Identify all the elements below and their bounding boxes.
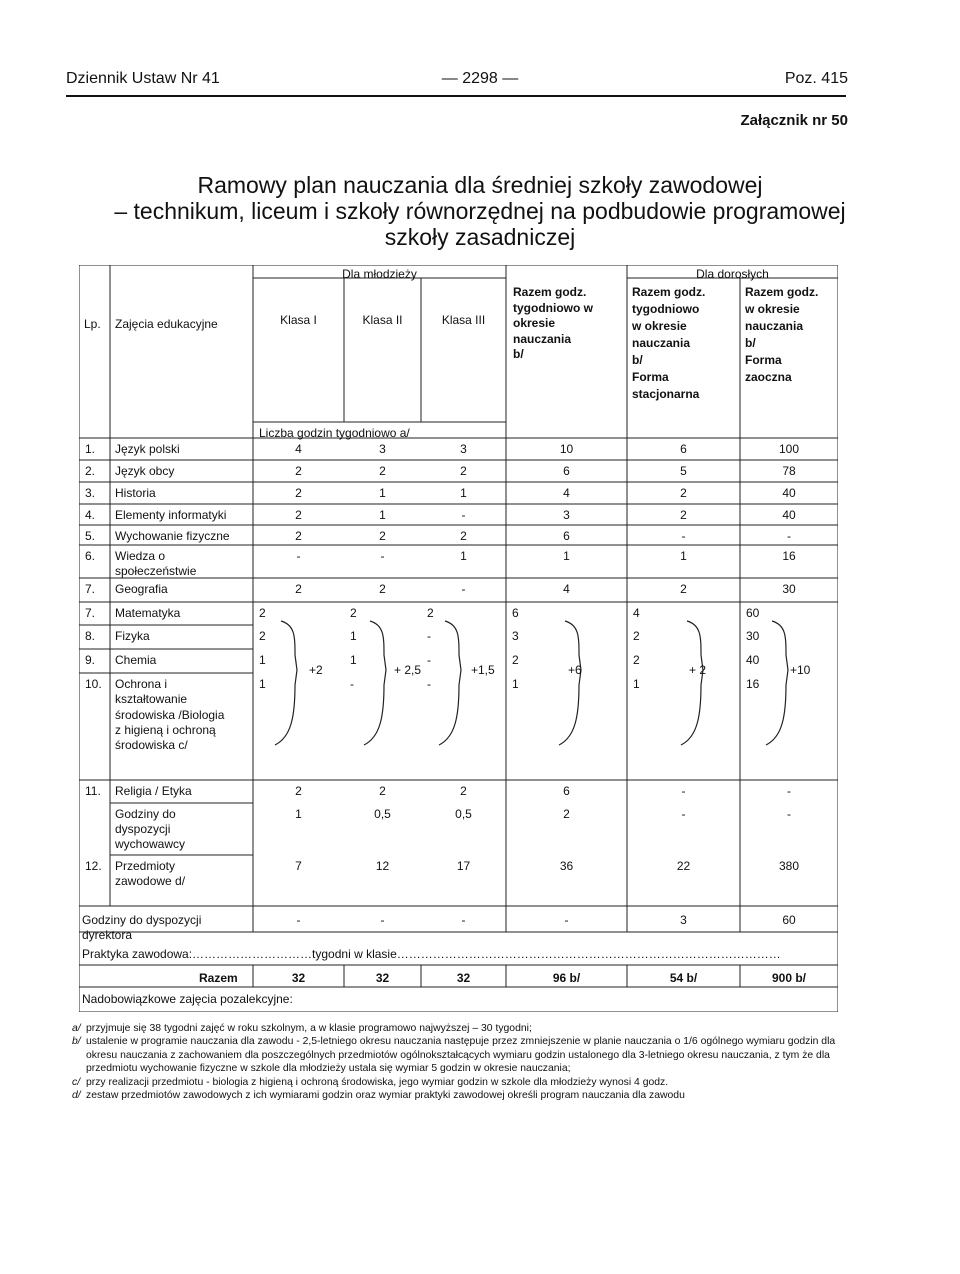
cell-value: 2 bbox=[295, 582, 302, 596]
header-rule bbox=[66, 95, 846, 97]
row-number: 6. bbox=[85, 549, 96, 563]
journal-name: Dziennik Ustaw Nr 41 bbox=[66, 70, 220, 87]
subject-name: środowiska c/ bbox=[115, 738, 188, 753]
cell-value: - bbox=[681, 529, 686, 543]
group-brace bbox=[766, 621, 788, 745]
footnotes bbox=[72, 1022, 852, 1102]
curriculum-table bbox=[79, 265, 838, 1012]
cell-value: 1 bbox=[680, 549, 687, 563]
cell-value: - bbox=[461, 582, 466, 596]
page-number: — 2298 — bbox=[441, 70, 519, 87]
cell-value: 6 bbox=[563, 464, 570, 478]
header-razem-zaoczna: w okresie bbox=[745, 302, 800, 316]
cell-value: 1 bbox=[512, 677, 519, 691]
cell-value: 2 bbox=[379, 582, 386, 596]
footnote bbox=[72, 1089, 852, 1102]
cell-value: 1 bbox=[350, 653, 357, 667]
cell-value: 30 bbox=[746, 629, 760, 643]
cell-value: 5 bbox=[680, 464, 687, 478]
cell-value: - bbox=[380, 913, 385, 927]
document-title bbox=[60, 172, 900, 250]
footnote-text: zestaw przedmiotów zawodowych z ich wymiarami godzin oraz wymiar praktyki zawodowej określi program nauczania dla zawodu bbox=[86, 1090, 685, 1102]
cell-value: 10 bbox=[559, 442, 574, 456]
row-number: 2. bbox=[85, 464, 96, 478]
cell-value: 78 bbox=[782, 464, 796, 478]
row-number: 4. bbox=[85, 508, 96, 522]
header-subject: Zajęcia edukacyjne bbox=[115, 317, 218, 331]
cell-value: 100 bbox=[778, 442, 800, 456]
total-label: Razem bbox=[199, 971, 238, 985]
title-line-2: – technikum, liceum i szkoły równorzędnej na podbudowie programowej bbox=[114, 198, 846, 224]
subject-name: Ochrona i bbox=[115, 677, 168, 691]
header-razem-stacjonarna: Razem godz. bbox=[632, 285, 706, 299]
group-bonus-hours: +2 bbox=[309, 663, 323, 677]
footnote-key: b/ bbox=[72, 1036, 81, 1048]
cell-value: 16 bbox=[746, 677, 760, 691]
header-klasa-2: Klasa II bbox=[362, 313, 403, 327]
cell-value: 2 bbox=[350, 606, 357, 620]
cell-value: 3 bbox=[512, 629, 519, 643]
cell-value: 7 bbox=[295, 859, 302, 873]
director-hours-label: Godziny do dyspozycji bbox=[82, 913, 202, 927]
header-razem-stacjonarna: nauczania bbox=[632, 336, 691, 350]
cell-value: 2 bbox=[460, 529, 467, 543]
annex-label: Załącznik nr 50 bbox=[740, 112, 848, 129]
header-klasa-3: Klasa III bbox=[441, 313, 486, 327]
group-brace bbox=[681, 621, 703, 745]
cell-value: 2 bbox=[295, 784, 302, 798]
cell-value: 2 bbox=[295, 508, 302, 522]
cell-value: 1 bbox=[259, 653, 266, 667]
cell-value: 6 bbox=[680, 442, 687, 456]
footnote bbox=[72, 1076, 852, 1089]
subject-name: zawodowe d/ bbox=[115, 874, 186, 888]
cell-value: - bbox=[461, 508, 466, 522]
row-number: 12. bbox=[85, 859, 102, 873]
footnote bbox=[72, 1022, 852, 1035]
group-brace bbox=[275, 621, 297, 745]
cell-value: 0,5 bbox=[374, 807, 391, 821]
header-lp: Lp. bbox=[84, 317, 101, 331]
footnote-key: c/ bbox=[72, 1076, 81, 1088]
row-number: 10. bbox=[85, 677, 102, 691]
row-number: 5. bbox=[85, 529, 96, 543]
position-number: Poz. 415 bbox=[784, 70, 848, 87]
cell-value: 2 bbox=[259, 606, 266, 620]
title-line-3: szkoły zasadniczej bbox=[384, 224, 576, 250]
cell-value: 17 bbox=[456, 859, 471, 873]
cell-value: - bbox=[427, 629, 431, 643]
cell-value: 1 bbox=[295, 807, 302, 821]
cell-value: - bbox=[296, 549, 301, 563]
footnote-text: przy realizacji przedmiotu - biologia z higieną i ochroną środowiska, jego wymiar godzin w szkole dla młodzieży wynosi 4 godz. bbox=[86, 1076, 669, 1088]
group-brace bbox=[559, 621, 581, 745]
subject-name: Wiedza o bbox=[115, 549, 166, 563]
cell-value: 1 bbox=[460, 549, 467, 563]
director-hours-label: dyrektora bbox=[82, 928, 133, 942]
cell-value: 60 bbox=[746, 606, 760, 620]
cell-value: - bbox=[380, 549, 385, 563]
cell-value: 2 bbox=[563, 807, 570, 821]
table-grid bbox=[79, 265, 838, 1012]
cell-value: 1 bbox=[379, 486, 386, 500]
cell-value: 1 bbox=[350, 629, 357, 643]
extracurricular-label: Nadobowiązkowe zajęcia pozalekcyjne: bbox=[82, 992, 293, 1006]
cell-value: 2 bbox=[295, 464, 302, 478]
footnote-key: d/ bbox=[72, 1090, 81, 1102]
group-bonus-hours: +1,5 bbox=[471, 663, 495, 677]
subject-name: Chemia bbox=[115, 653, 157, 667]
header-razem-stacjonarna: w okresie bbox=[632, 319, 687, 333]
cell-value: 1 bbox=[460, 486, 467, 500]
cell-value: 60 bbox=[782, 913, 796, 927]
cell-value: 4 bbox=[295, 442, 302, 456]
subject-name: Geografia bbox=[115, 582, 168, 596]
group-bonus-hours: +6 bbox=[568, 663, 582, 677]
cell-value: 2 bbox=[259, 629, 266, 643]
total-value: 900 b/ bbox=[771, 971, 807, 985]
cell-value: 0,5 bbox=[455, 807, 472, 821]
subject-name: Język obcy bbox=[115, 464, 175, 478]
cell-value: - bbox=[787, 784, 791, 798]
header-razem-youth: okresie bbox=[513, 316, 556, 330]
cell-value: 40 bbox=[782, 486, 796, 500]
cell-value: 16 bbox=[782, 549, 796, 563]
header-weekly-hours: Liczba godzin tygodniowo a/ bbox=[259, 426, 410, 440]
cell-value: 2 bbox=[379, 784, 386, 798]
header-razem-stacjonarna: Forma bbox=[632, 370, 669, 384]
cell-value: 1 bbox=[379, 508, 386, 522]
subject-name: Religia / Etyka bbox=[115, 784, 192, 798]
cell-value: - bbox=[681, 784, 686, 798]
cell-value: 2 bbox=[680, 486, 687, 500]
row-number: 11. bbox=[85, 784, 101, 798]
cell-value: 2 bbox=[460, 784, 467, 798]
header-razem-youth: Razem godz. bbox=[513, 285, 587, 299]
row-number: 3. bbox=[85, 486, 96, 500]
cell-value: 380 bbox=[778, 859, 800, 873]
cell-value: 36 bbox=[559, 859, 574, 873]
header-razem-youth: b/ bbox=[513, 347, 524, 361]
cell-value: 2 bbox=[295, 529, 302, 543]
subject-name: z higieną i ochroną bbox=[115, 722, 216, 737]
cell-value: 2 bbox=[633, 629, 640, 643]
cell-value: - bbox=[427, 653, 431, 667]
subject-name: kształtowanie bbox=[115, 692, 188, 707]
header-youth: Dla młodzieży bbox=[342, 267, 417, 281]
cell-value: 1 bbox=[259, 677, 266, 691]
cell-value: 2 bbox=[379, 464, 386, 478]
subject-name: Wychowanie fizyczne bbox=[115, 529, 230, 543]
header-razem-zaoczna: nauczania bbox=[745, 319, 804, 333]
total-value: 54 b/ bbox=[669, 971, 698, 985]
cell-value: 3 bbox=[460, 442, 467, 456]
header-razem-youth: tygodniowo w bbox=[513, 300, 593, 315]
cell-value: 3 bbox=[680, 913, 687, 927]
subject-name: społeczeństwie bbox=[115, 564, 197, 578]
cell-value: 30 bbox=[782, 582, 796, 596]
cell-value: 6 bbox=[512, 606, 519, 620]
cell-value: 3 bbox=[563, 508, 570, 522]
cell-value: 2 bbox=[295, 486, 302, 500]
footnote-text: ustalenie w programie nauczania dla zawodu - 2,5-letniego okresu nauczania następuje przez zmniejszenie w planie nauczania o 1/6 ogólnego wymiaru godzin dla okresu nauczania z zachowaniem dla poszczególnych przedmiotów ogólnokształcących wymiaru godzin ustalonego dla 3-letniego okresu nauczania, z tym że dla przedmiotu wychowanie fizyczne w szkole dla młodzieży ustala się wymiar 5 godzin w okresie nauczania; bbox=[86, 1036, 836, 1075]
cell-value: 2 bbox=[680, 508, 687, 522]
header-klasa-1: Klasa I bbox=[280, 313, 317, 327]
header-razem-zaoczna: b/ bbox=[745, 336, 756, 350]
cell-value: 2 bbox=[512, 653, 519, 667]
group-brace bbox=[364, 621, 386, 745]
header-razem-stacjonarna: stacjonarna bbox=[632, 387, 700, 401]
vocational-practice-label: Praktyka zawodowa:…………………………tygodni w klasie…………………………………………………………………………………… bbox=[82, 947, 781, 961]
header-razem-zaoczna: zaoczna bbox=[745, 370, 792, 384]
total-value: 32 bbox=[375, 971, 390, 985]
total-value: 32 bbox=[456, 971, 471, 985]
cell-value: 40 bbox=[746, 653, 760, 667]
header-razem-stacjonarna: b/ bbox=[632, 353, 643, 367]
group-bonus-hours: +10 bbox=[790, 663, 811, 677]
header-adults: Dla dorosłych bbox=[696, 267, 769, 281]
subject-name: Matematyka bbox=[115, 606, 181, 620]
cell-value: 1 bbox=[563, 549, 570, 563]
cell-value: - bbox=[564, 913, 569, 927]
group-brace bbox=[439, 621, 461, 745]
title-line-1: Ramowy plan nauczania dla średniej szkoły zawodowej bbox=[197, 172, 763, 198]
cell-value: 12 bbox=[375, 859, 390, 873]
row-number: 7. bbox=[85, 606, 96, 620]
cell-value: - bbox=[427, 677, 431, 691]
header-razem-zaoczna: Forma bbox=[745, 353, 782, 367]
header-razem-zaoczna: Razem godz. bbox=[745, 285, 819, 299]
subject-name: Elementy informatyki bbox=[115, 508, 227, 522]
total-value: 32 bbox=[291, 971, 306, 985]
cell-value: 4 bbox=[563, 582, 570, 596]
cell-value: 40 bbox=[782, 508, 796, 522]
header-razem-stacjonarna: tygodniowo bbox=[632, 302, 700, 316]
cell-value: 4 bbox=[563, 486, 570, 500]
cell-value: - bbox=[681, 807, 686, 821]
cell-value: - bbox=[350, 677, 354, 691]
row-number: 8. bbox=[85, 629, 96, 643]
cell-value: 2 bbox=[379, 529, 386, 543]
cell-value: 2 bbox=[427, 606, 434, 620]
subject-name: dyspozycji bbox=[115, 822, 171, 836]
subject-name: Historia bbox=[115, 486, 156, 500]
cell-value: 2 bbox=[680, 582, 687, 596]
cell-value: 6 bbox=[563, 784, 570, 798]
cell-value: - bbox=[296, 913, 301, 927]
group-bonus-hours: + 2 bbox=[689, 663, 707, 677]
cell-value: 3 bbox=[379, 442, 386, 456]
cell-value: 22 bbox=[676, 859, 691, 873]
header-razem-youth: nauczania bbox=[513, 331, 572, 346]
cell-value: - bbox=[787, 807, 791, 821]
cell-value: 1 bbox=[633, 677, 640, 691]
subject-name: Język polski bbox=[115, 442, 180, 456]
footnote bbox=[72, 1035, 852, 1075]
subject-name: środowiska /Biologia bbox=[115, 707, 225, 722]
subject-name: Godziny do bbox=[115, 807, 176, 821]
footnote-text: przyjmuje się 38 tygodni zajęć w roku szkolnym, a w klasie programowo najwyższej – 30 tygodni; bbox=[86, 1023, 532, 1034]
row-number: 7. bbox=[85, 582, 96, 596]
subject-name: Przedmioty bbox=[115, 859, 176, 873]
group-bonus-hours: + 2,5 bbox=[394, 663, 422, 677]
subject-name: wychowawcy bbox=[115, 837, 186, 851]
cell-value: - bbox=[461, 913, 466, 927]
cell-value: 2 bbox=[460, 464, 467, 478]
cell-value: - bbox=[787, 529, 791, 543]
footnote-key: a/ bbox=[72, 1023, 81, 1034]
subject-name: Fizyka bbox=[115, 629, 150, 643]
row-number: 1. bbox=[85, 442, 96, 456]
total-value: 96 b/ bbox=[552, 971, 581, 985]
row-number: 9. bbox=[85, 653, 96, 667]
cell-value: 2 bbox=[633, 653, 640, 667]
cell-value: 4 bbox=[633, 606, 640, 620]
cell-value: 6 bbox=[563, 529, 570, 543]
